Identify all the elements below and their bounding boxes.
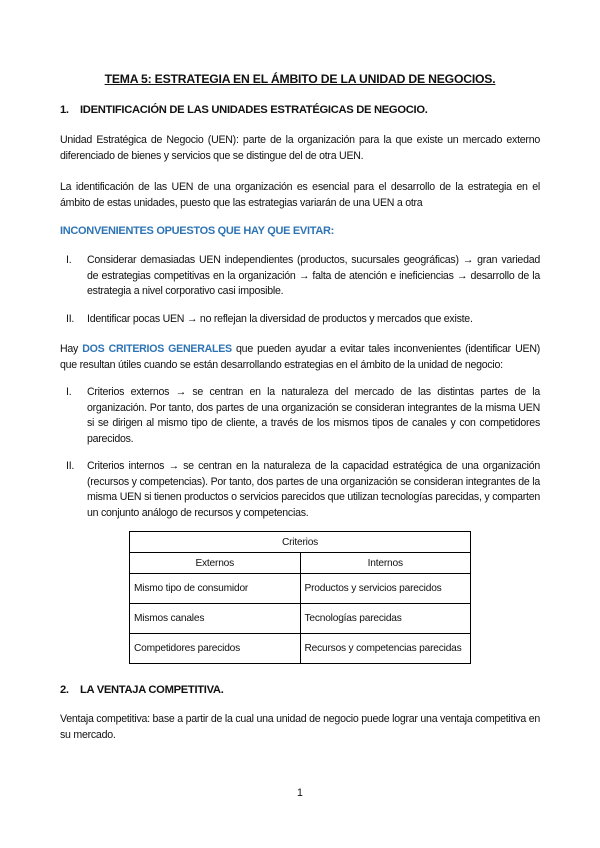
criterios-intro-post: que pueden ayudar a evitar tales inconvenientes (identificar UEN) que resultan útiles cuando se están desarrollando estrategias en el ámbito de la unidad de negocio: [60, 343, 541, 371]
table-caption-row [130, 532, 471, 553]
uen-definition-paragraph: Unidad Estratégica de Negocio (UEN): parte de la organización para la que existe un mercado externo diferenciado de bienes y servicios que se distingue del de otra UEN. [60, 134, 540, 162]
page-title: TEMA 5: ESTRATEGIA EN EL ÁMBITO DE LA UNIDAD DE NEGOCIOS. [104, 72, 496, 86]
list-item-text: Criterios internos → se centran en la naturaleza de la capacidad estratégica de una organización (recursos y competencias). Por tanto, dos partes de una organización se consideran integrantes de la misma UEN si tienen productos o servicios parecidos que utilizan tecnologías parecidas, y comparten un conjunto análogo de recursos y competencias. [87, 460, 540, 519]
list-item-text: Criterios externos → se centran en la naturaleza del mercado de las distintas partes de la organización. Por tanto, dos partes de una organización se consideran integrantes de la misma UEN si se dirigen al mismo tipo de cliente, a través de los mismos tipos de canales y con competidores parecidos. [87, 386, 540, 445]
section-2-heading [60, 684, 224, 696]
table-caption: Criterios [130, 532, 471, 553]
criterios-highlight: DOS CRITERIOS GENERALES [82, 343, 232, 355]
table-cell: Productos y servicios parecidos [300, 574, 471, 604]
table-cell: Mismo tipo de consumidor [130, 574, 301, 604]
table-cell: Recursos y competencias parecidas [300, 634, 471, 664]
table-cell: Tecnologías parecidas [300, 604, 471, 634]
table-cell: Mismos canales [130, 604, 301, 634]
table-row [130, 604, 471, 634]
table-cell: Competidores parecidos [130, 634, 301, 664]
section-1-number: 1. [60, 104, 69, 116]
criterios-intro-pre: Hay [60, 343, 79, 355]
criterios-table [129, 531, 471, 664]
uen-identification-paragraph: La identificación de las UEN de una organización es esencial para el desarrollo de la estrategia en el ámbito de estas unidades, puesto que las estrategias variarán de una UEN a otra [60, 181, 540, 209]
criterios-intro-paragraph [60, 342, 540, 373]
list-item-text: Considerar demasiadas UEN independientes (productos, sucursales geográficas) → gran variedad de estrategias competitivas en la organización → falta de atención e ineficiencias → desarrollo de la estrategia a nivel corporativo casi imposible. [87, 254, 540, 297]
table-header-internos: Internos [300, 553, 471, 574]
table-row [130, 574, 471, 604]
section-1-title: IDENTIFICACIÓN DE LAS UNIDADES ESTRATÉGICAS DE NEGOCIO. [80, 104, 428, 116]
table-header-externos: Externos [130, 553, 301, 574]
list-marker: I. [66, 386, 72, 398]
ventaja-definition-paragraph: Ventaja competitiva: base a partir de la cual una unidad de negocio puede lograr una ventaja competitiva en su mercado. [60, 713, 540, 741]
table-row [130, 634, 471, 664]
list-marker: I. [66, 254, 72, 266]
table-header-row [130, 553, 471, 574]
section-2-number: 2. [60, 684, 69, 696]
section-1-heading [60, 104, 428, 116]
list-marker: II. [66, 460, 75, 472]
list-item-text: Identificar pocas UEN → no reflejan la diversidad de productos y mercados que existe. [87, 313, 473, 325]
inconvenientes-subheading: INCONVENIENTES OPUESTOS QUE HAY QUE EVITAR: [60, 225, 334, 237]
section-2-title: LA VENTAJA COMPETITIVA. [80, 684, 224, 696]
list-marker: II. [66, 313, 75, 325]
page-number: 1 [297, 787, 303, 799]
